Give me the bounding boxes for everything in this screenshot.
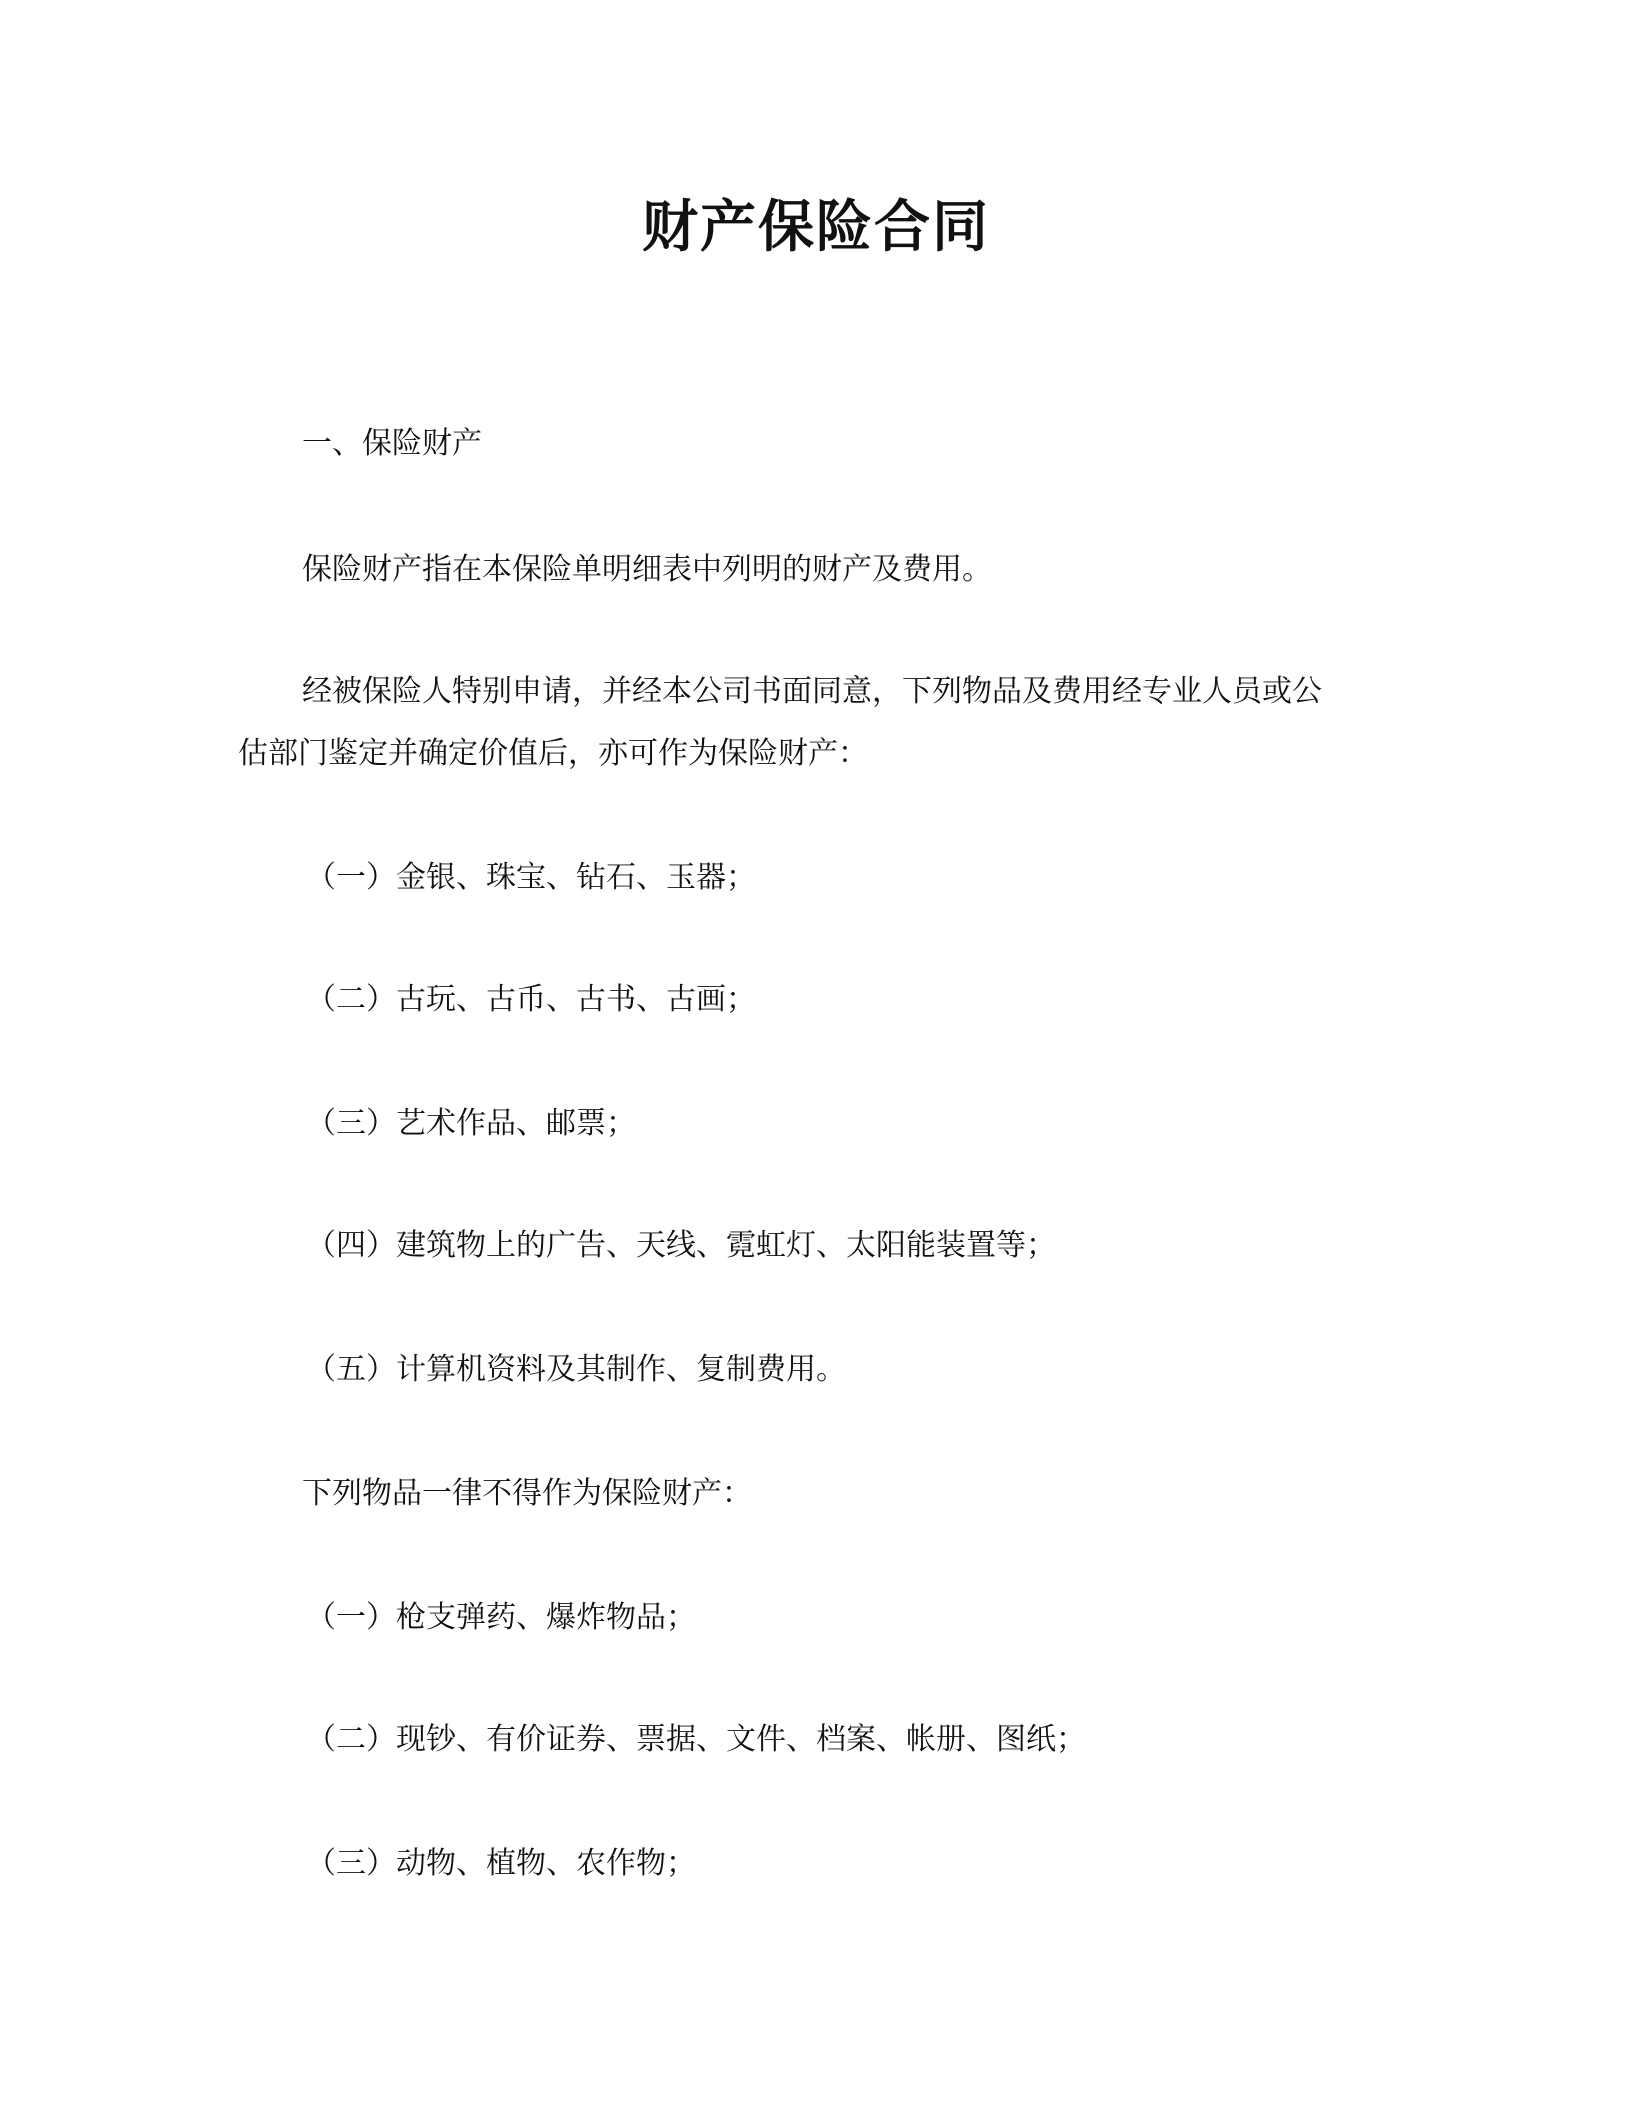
excluded-item-1: （一）枪支弹药、爆炸物品； (306, 1600, 696, 1635)
special-item-3: （三）艺术作品、邮票； (306, 1106, 636, 1141)
special-item-2: （二）古玩、古币、古书、古画； (306, 982, 756, 1017)
paragraph-special-line-2: 估部门鉴定并确定价值后，亦可作为保险财产： (238, 736, 868, 771)
excluded-item-3: （三）动物、植物、农作物； (306, 1846, 696, 1881)
special-item-5: （五）计算机资料及其制作、复制费用。 (306, 1352, 846, 1387)
paragraph-special-line-1: 经被保险人特别申请，并经本公司书面同意，下列物品及费用经专业人员或公 (302, 674, 1322, 709)
section-heading: 一、保险财产 (302, 426, 482, 461)
special-item-4: （四）建筑物上的广告、天线、霓虹灯、太阳能装置等； (306, 1228, 1056, 1263)
paragraph-excluded-intro: 下列物品一律不得作为保险财产： (302, 1476, 752, 1511)
paragraph-definition: 保险财产指在本保险单明细表中列明的财产及费用。 (302, 552, 992, 587)
document-title: 财产保险合同 (642, 195, 990, 260)
excluded-item-2: （二）现钞、有价证券、票据、文件、档案、帐册、图纸； (306, 1722, 1086, 1757)
special-item-1: （一）金银、珠宝、钻石、玉器； (306, 860, 756, 895)
